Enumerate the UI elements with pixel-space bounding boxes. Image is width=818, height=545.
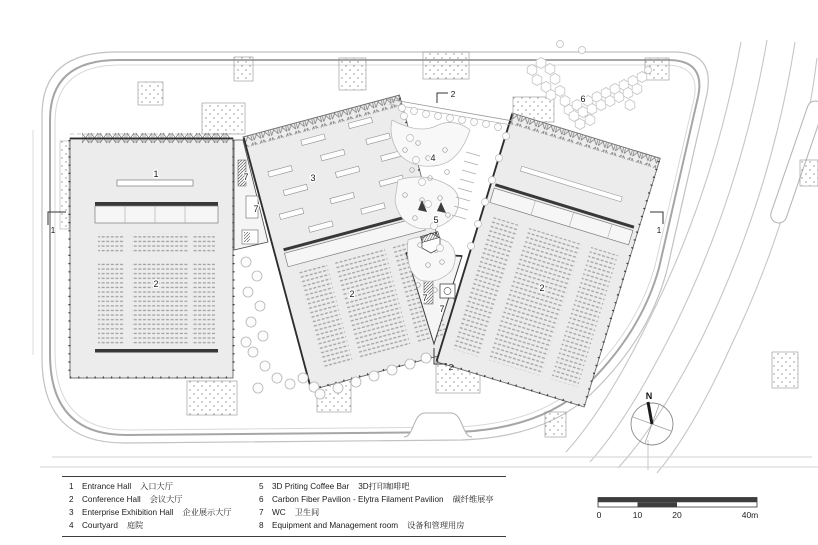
legend-zh: 企业展示大厅 [182,508,232,518]
road-bottom [40,440,818,470]
building-entrance-conference-hall [60,131,234,378]
legend-item-exhibition-hall [69,506,259,519]
legend-en: Enterprise Exhibition Hall [82,508,174,518]
scale-bar [597,498,759,521]
legend-en: Carbon Fiber Pavilion - Elytra Filament Pavilion [272,495,444,505]
legend-zh: 碳纤维展亭 [452,495,494,505]
legend-zh: 设备和管理用房 [407,521,465,531]
legend-num: 6 [259,495,264,505]
label-coffee-bar: 5 [433,215,439,225]
section-2-top-label: 2 [450,89,456,99]
legend-zh: 入口大厅 [140,482,173,491]
legend-en: 3D Priting Coffee Bar [272,482,350,491]
section-1-right-bracket [650,212,663,224]
legend-num: 2 [69,495,74,505]
legend-num: 8 [259,521,264,531]
north-label: N [645,391,653,401]
legend-zh: 3D打印咖啡吧 [358,482,410,491]
legend-column-right [259,480,506,532]
section-1-right-label: 1 [656,225,662,235]
label-conference-left: 2 [153,279,159,289]
section-2-top-bracket [437,93,448,103]
label-courtyard: 4 [430,153,436,163]
legend-item-entrance-hall [69,480,259,493]
legend-en: Courtyard [82,521,118,531]
label-wc-3: 7 [422,293,428,303]
scale-tick-0: 0 [596,510,602,520]
section-2-bottom-label: 2 [448,362,454,372]
scale-tick-40: 40m [741,510,759,520]
legend-item-equipment [259,519,506,532]
legend-zh: 庭院 [126,521,144,531]
legend-column-left [62,480,259,532]
legend-item-courtyard [69,519,259,532]
label-wc-4: 7 [439,304,445,314]
section-1-left-label: 1 [50,225,56,235]
legend-en: Equipment and Management room [272,521,399,531]
entry-ramp-bump [404,413,472,437]
legend-item-coffee-bar [259,480,506,493]
legend-num: 5 [259,482,264,491]
legend-num: 4 [69,521,74,531]
legend-en: Entrance Hall [82,482,132,491]
scale-tick-10: 10 [632,510,643,520]
rear-wall-bar [95,349,218,353]
legend-en: Conference Hall [82,495,141,505]
scale-tick-20: 20 [672,510,682,520]
north-arrow [631,391,673,445]
legend-num: 3 [69,508,74,518]
label-wc-2: 7 [253,204,259,214]
legend-zh: 卫生间 [294,508,320,518]
label-conference-mid: 2 [349,289,355,299]
legend-en: WC [272,508,286,518]
legend-num: 1 [69,482,74,491]
label-conference-right: 2 [539,283,545,293]
label-exhibition-hall: 3 [310,173,316,183]
legend-item-pavilion [259,493,506,506]
label-entrance-hall: 1 [153,169,159,179]
label-wc-1: 7 [243,172,249,182]
stage-front [95,202,218,206]
legend [62,476,506,537]
legend-item-wc [259,506,506,519]
legend-zh: 会议大厅 [149,495,183,505]
legend-item-conference-hall [69,493,259,506]
legend-num: 7 [259,508,264,518]
stage-platform [95,206,218,223]
north-needle [648,402,652,424]
entrance-canopy [117,180,193,186]
label-pavilion: 6 [580,94,586,104]
